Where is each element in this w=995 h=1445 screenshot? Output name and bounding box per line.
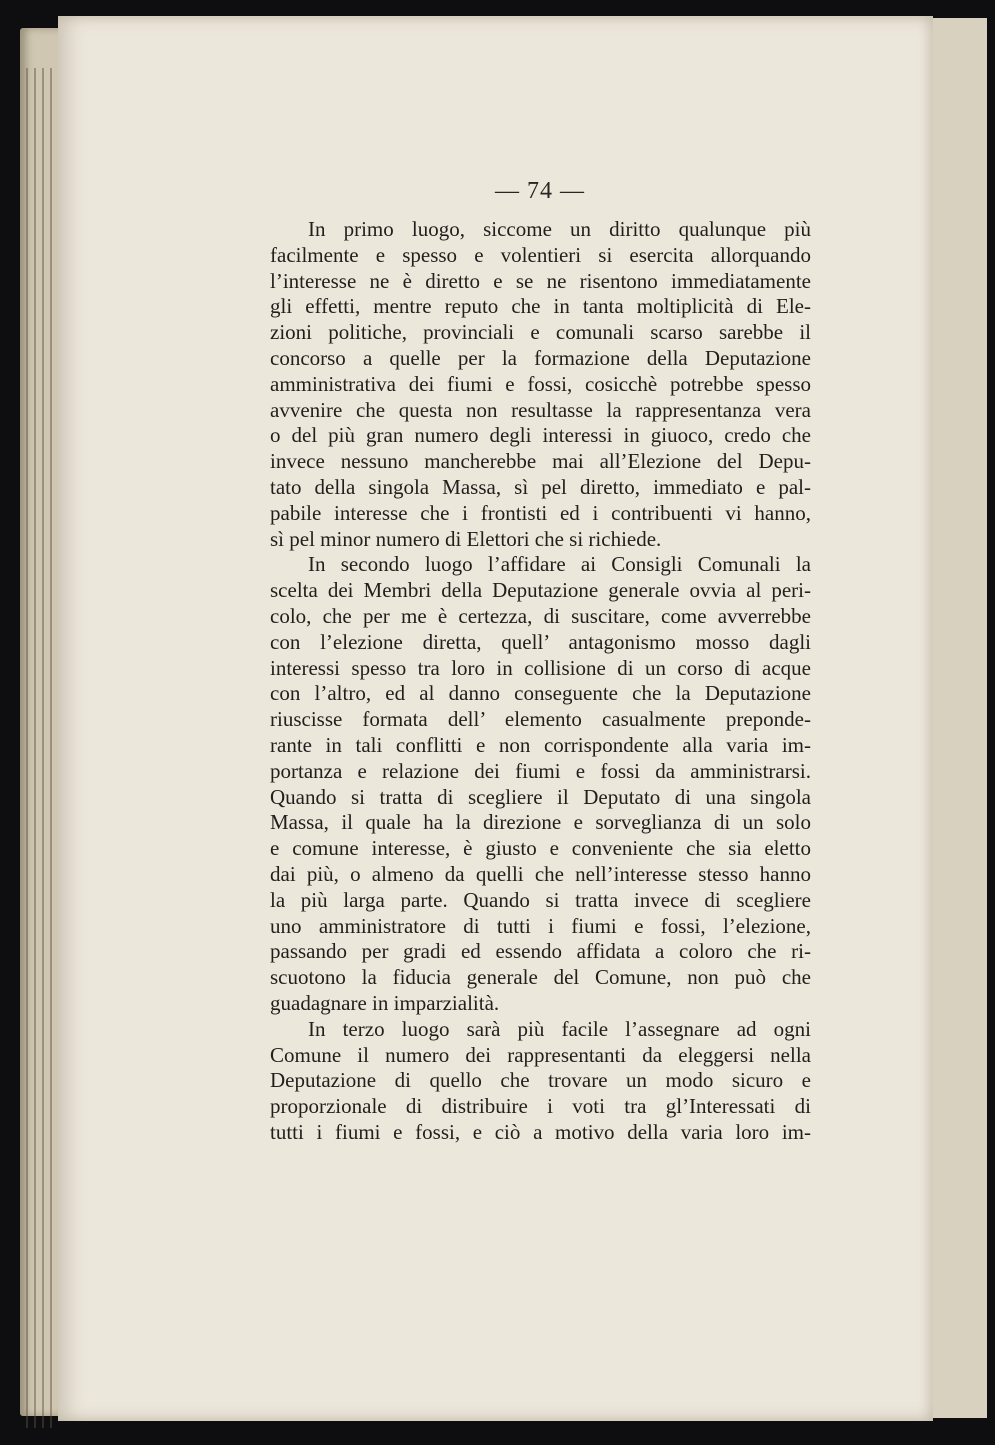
text-line: passando per gradi ed essendo affidata a coloro che ri- <box>270 939 811 964</box>
text-line: con l’altro, ed al danno conseguente che la Deputazione <box>270 681 811 706</box>
text-line: scuotono la fiducia generale del Comune, non può che <box>270 965 811 990</box>
body-text <box>270 217 811 1146</box>
page-number: — 74 — <box>495 178 585 204</box>
text-line: tutti i fiumi e fossi, e ciò a motivo della varia loro im- <box>270 1119 811 1144</box>
page-edge-line <box>50 68 52 1428</box>
page-edge-line <box>42 68 44 1428</box>
text-line: Deputazione di quello che trovare un modo sicuro e <box>270 1068 811 1093</box>
text-line: tato della singola Massa, sì pel diretto, immediato e pal- <box>270 474 811 499</box>
text-line: portanza e relazione dei fiumi e fossi da amministrarsi. <box>270 758 811 783</box>
page-edge-line <box>26 68 28 1428</box>
page-edge-line <box>34 68 36 1428</box>
text-line: interessi spesso tra loro in collisione di un corso di acque <box>270 655 811 680</box>
text-line: l’interesse ne è diretto e se ne risentono immediatamente <box>270 268 811 293</box>
text-line: la più larga parte. Quando si tratta invece di scegliere <box>270 887 811 912</box>
text-line: In primo luogo, siccome un diritto qualunque più <box>308 217 811 241</box>
text-line: gli effetti, mentre reputo che in tanta moltiplicità di Ele- <box>270 294 811 319</box>
text-line: zioni politiche, provinciali e comunali scarso sarebbe il <box>270 320 811 345</box>
text-line: rante in tali conflitti e non corrispondente alla varia im- <box>270 732 811 757</box>
text-line: avvenire che questa non resultasse la rappresentanza vera <box>270 397 811 422</box>
text-line: o del più gran numero degli interessi in giuoco, credo che <box>270 423 811 448</box>
text-line: Massa, il quale ha la direzione e sorveglianza di un solo <box>270 810 811 835</box>
text-line: colo, che per me è certezza, di suscitare, come avverrebbe <box>270 603 811 628</box>
text-line: guadagnare in imparzialità. <box>270 990 500 1015</box>
text-line: amministrativa dei fiumi e fossi, cosicchè potrebbe spesso <box>270 371 811 396</box>
text-line: invece nessuno mancherebbe mai all’Elezione del Depu- <box>270 449 811 474</box>
text-line: In terzo luogo sarà più facile l’assegnare ad ogni <box>308 1016 811 1041</box>
text-line: riuscisse formata dell’ elemento casualmente preponde- <box>270 707 811 732</box>
text-line: Quando si tratta di scegliere il Deputato di una singola <box>270 784 811 809</box>
text-line: Comune il numero dei rappresentanti da eleggersi nella <box>270 1042 811 1067</box>
facing-page-edge <box>932 18 987 1418</box>
text-line: In secondo luogo l’affidare ai Consigli Comunali la <box>308 552 811 577</box>
text-line: pabile interesse che i frontisti ed i contribuenti vi hanno, <box>270 500 811 525</box>
text-line: uno amministratore di tutti i fiumi e fossi, l’elezione, <box>270 913 811 938</box>
text-line: sì pel minor numero di Elettori che si richiede. <box>270 526 662 551</box>
text-line: con l’elezione diretta, quell’ antagonismo mosso dagli <box>270 629 811 654</box>
text-line: facilmente e spesso e volentieri si esercita allorquando <box>270 242 811 267</box>
text-line: e comune interesse, è giusto e conveniente che sia eletto <box>270 836 811 861</box>
text-line: proporzionale di distribuire i voti tra gl’Interessati di <box>270 1094 811 1119</box>
text-line: concorso a quelle per la formazione della Deputazione <box>270 345 811 370</box>
text-line: dai più, o almeno da quelli che nell’interesse stesso hanno <box>270 861 811 886</box>
text-line: scelta dei Membri della Deputazione generale ovvia al peri- <box>270 578 811 603</box>
